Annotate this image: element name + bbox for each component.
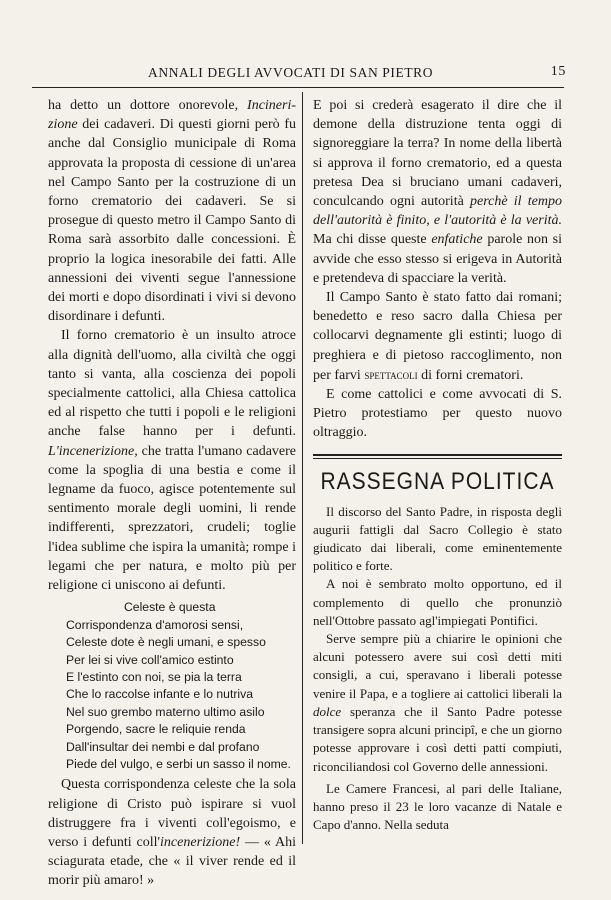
poem-line: Celeste dote è negli umani, e spesso bbox=[66, 635, 266, 650]
column-divider bbox=[302, 92, 303, 844]
section-title: RASSEGNA POLITICA bbox=[320, 467, 555, 495]
running-head bbox=[52, 63, 566, 85]
right-column bbox=[313, 96, 562, 834]
poem-line: Dall'insultar dei nembi e dal profano bbox=[66, 739, 260, 754]
poem-quotation bbox=[66, 599, 296, 773]
poem-line: Nel suo grembo materno ultimo asilo bbox=[66, 704, 265, 719]
poem-line: Che lo raccolse infante e lo nutriva bbox=[66, 687, 253, 702]
poem-line: E l'estinto con noi, se pia la terra bbox=[66, 669, 242, 684]
poem-line: Per lei si vive coll'amico estinto bbox=[66, 652, 234, 667]
paragraph: Il Campo Santo è stato fatto dai romani; benedetto e reso sacro dalla Chiesa per collocarvi degnamente gli estinti; luogo di preghiera e di pietoso raccoglimento, non per farvi spettacoli di forni crematori. bbox=[313, 290, 562, 383]
poem-line: Celeste è questa bbox=[124, 600, 216, 615]
paragraph: E come cattolici e come avvocati di S. Pietro protestiamo per questo nuovo oltraggio. bbox=[313, 387, 562, 441]
left-column bbox=[48, 96, 296, 891]
paragraph: E poi si crederà esagerato il dire che il demone della distruzione tenta oggi di signoreggiare la terra? In nome della libertà si approva il forno crematorio, ed a questa pretesa Dea si bruciano umani cadaveri, conculcando ogni autorità perchè il tempo dell'autorità è finito, e l'autorità è la verità. Ma chi disse queste enfatiche parole non si avvide che esso stesso si erigeva in Autorità e pretendeva di spacciare la verità. bbox=[313, 98, 563, 286]
paragraph: Il discorso del Santo Padre, in risposta degli augurii fattigli dal Sacro Collegio è stato giudicato dai liberali, come eminentemente politico e forte. bbox=[313, 503, 562, 574]
poem-line: Porgendo, sacre le reliquie renda bbox=[66, 722, 246, 737]
section-rule bbox=[313, 454, 562, 456]
poem-line: Piede del vulgo, e serbi un sasso il nome. bbox=[66, 756, 291, 771]
paragraph: Questa corrispondenza celeste che la sola religione di Cristo può ispirare si vuol distruggere fra i viventi coll'egoismo, e verso i defunti coll'incenerizione! — « Ahi sciagurata etade, che « il viver rende ed il morir più amaro! » bbox=[48, 777, 297, 889]
paragraph: Le Camere Francesi, al pari delle Italiane, hanno preso il 23 le loro vacanze di Natale e Capo d'anno. Nella seduta bbox=[313, 780, 562, 833]
header-rule bbox=[32, 87, 564, 88]
paragraph: ha detto un dottore onorevole, Incineri-zione dei cadaveri. Di questi giorni però fu anche dal Consiglio municipale di Roma approvata la proposta di cessione di un'area nel Campo Santo per la costruzione di un forno crematorio dei cadaveri. Se si prosegue di questo metro il Campo Santo di Roma sarà assorbito dalle concessioni. È proprio la logica inesorabile dei fatti. Alle annessioni dei viventi segue l'annessione dei morti e dopo disordinati i vivi si devono disordinare i defunti. bbox=[48, 98, 297, 325]
page-number: 15 bbox=[550, 64, 566, 79]
section-rule bbox=[313, 458, 562, 459]
paragraph: Serve sempre più a chiarire le opinioni che alcuni potessero avere sui così detti miti consigli, a cui, speravano i liberali potesse venire il Papa, e a togliere ai cattolici liberali la dolce speranza che il Santo Padre potesse transigere sopra alcuni principî, e che un giorno potesse approvare i così detti patti compiuti, riconciliandosi col Governo delle annessioni. bbox=[313, 631, 563, 774]
paragraph: Il forno crematorio è un insulto atroce alla dignità dell'uomo, alla civiltà che oggi tanto si vanta, alla coscienza dei popoli specialmente cattolici, alla Chiesa cattolica ed al rispetto che tutti i popoli e le religioni anche false hanno per i defunti. L'incenerizione, che tratta l'umano cadavere come la spoglia di una bestia e come il legname da fuoco, agisce potentemente sul sentimento morale degli uomini, li rende indifferenti, sprezzatori, crudeli; toglie l'idea sublime che ispira la umanità; rompe i legami che per natura, e molto più per religione ci uniscono ai defunti. bbox=[48, 328, 296, 594]
journal-title: ANNALI DEGLI AVVOCATI DI SAN PIETRO bbox=[148, 65, 434, 80]
paragraph: A noi è sembrato molto opportuno, ed il complemento di quello che pronunziò nell'Ottobre passato agl'impiegati Pontifici. bbox=[313, 576, 562, 628]
poem-line: Corrispondenza d'amorosi sensi, bbox=[66, 617, 244, 632]
